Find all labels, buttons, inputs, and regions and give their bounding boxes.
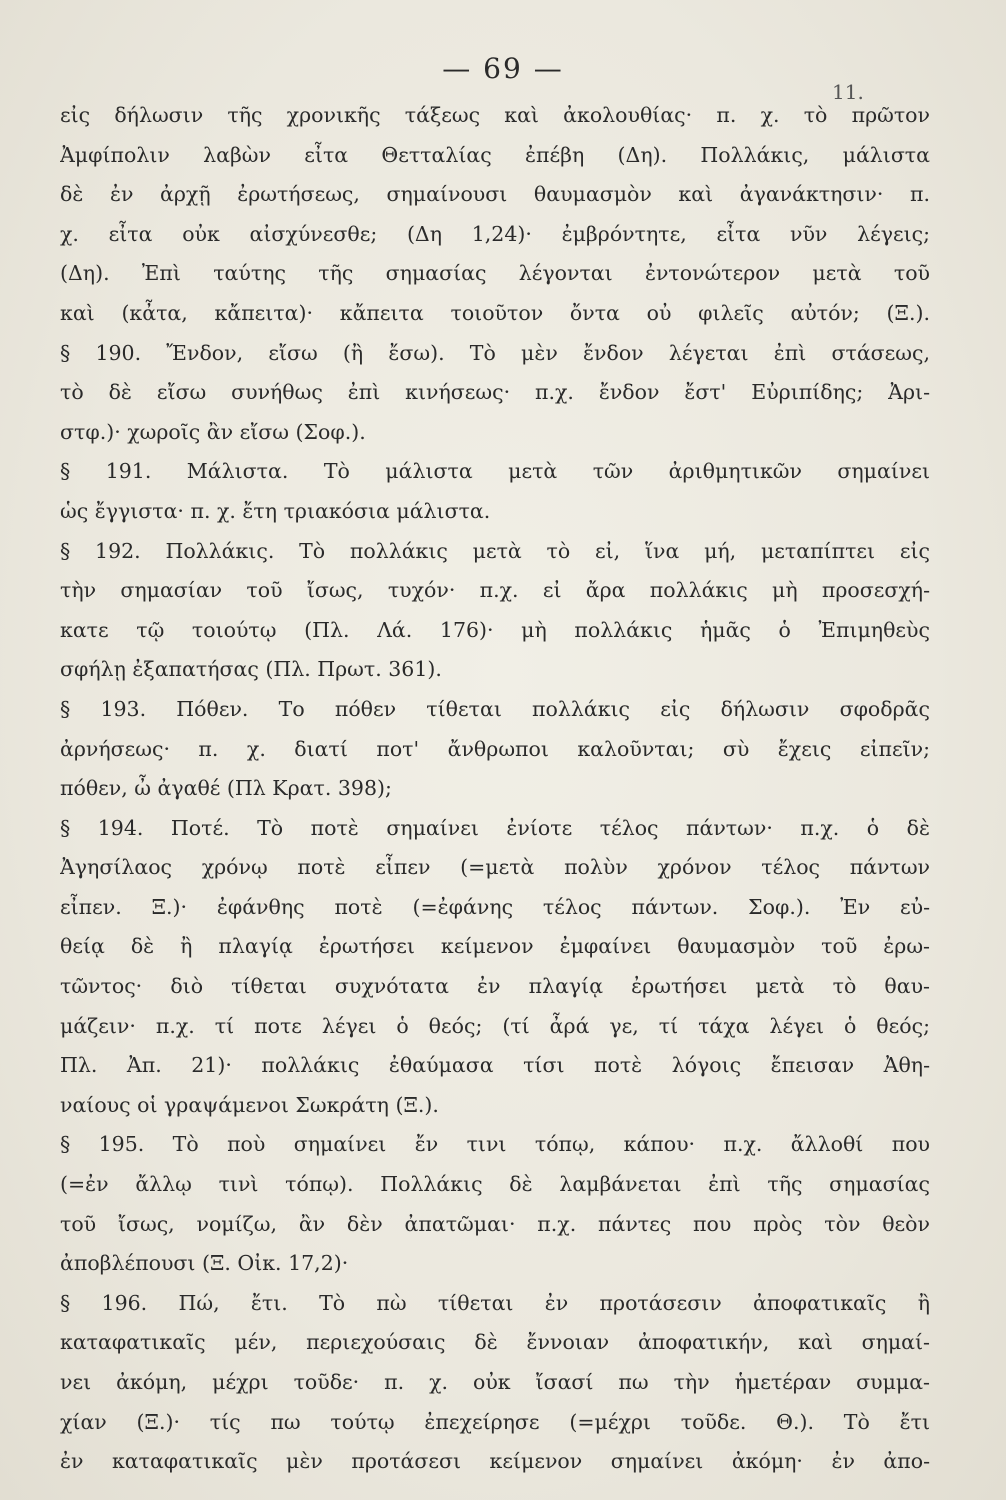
text-line: σφήλῃ ἐξαπατήσας (Πλ. Πρωτ. 361). [60, 657, 442, 682]
text-line: στφ.)· χωροῖς ἂν εἴσω (Σοφ.). [60, 419, 366, 444]
text-line: Ἀγησίλαος χρόνῳ ποτὲ εἶπεν (=μετὰ πολὺν χρόνον τέλος πάντων [60, 855, 930, 880]
text-line: § 191. Μάλιστα. Τὸ μάλιστα μετὰ τῶν ἀριθμητικῶν σημαίνει [60, 459, 930, 484]
page-number: — 69 — [442, 52, 564, 85]
text-line: τοῦ ἴσως, νομίζω, ἂν δὲν ἀπατῶμαι· π.χ. πάντες που πρὸς τὸν θεὸν [60, 1211, 930, 1236]
text-line: ναίους οἱ γραψάμενοι Σωκράτη (Ξ.). [60, 1092, 439, 1117]
text-line: Ἀμφίπολιν λαβὼν εἶτα Θετταλίας ἐπέβη (Δη). Πολλάκις, μάλιστα [60, 142, 930, 167]
text-line: § 195. Τὸ ποὺ σημαίνει ἔν τινι τόπῳ, κάπου· π.χ. ἄλλοθί που [60, 1132, 930, 1157]
text-line: § 193. Πόθεν. Το πόθεν τίθεται πολλάκις εἰς δήλωσιν σφοδρᾶς [60, 696, 930, 721]
margin-mark: 11. [832, 80, 864, 104]
text-line: τῶντος· διὸ τίθεται συχνότατα ἐν πλαγίᾳ ἐρωτήσει μετὰ τὸ θαυ- [60, 974, 930, 999]
text-line: μάζειν· π.χ. τί ποτε λέγει ὁ θεός; (τί ἆρά γε, τί τάχα λέγει ὁ θεός; [60, 1013, 930, 1038]
text-line: θείᾳ δὲ ἢ πλαγίᾳ ἐρωτήσει κείμενον ἐμφαίνει θαυμασμὸν τοῦ ἐρω- [60, 934, 930, 959]
text-line: δὲ ἐν ἀρχῇ ἐρωτήσεως, σημαίνουσι θαυμασμὸν καὶ ἀγανάκτησιν· π. [60, 182, 930, 207]
text-line: § 196. Πώ, ἔτι. Τὸ πὼ τίθεται ἐν προτάσεσιν ἀποφατικαῖς ἢ [60, 1290, 930, 1315]
body-text [60, 96, 930, 1482]
text-line: νει ἀκόμη, μέχρι τοῦδε· π. χ. οὐκ ἴσασί πω τὴν ἡμετέραν συμμα- [60, 1370, 930, 1394]
text-line: καὶ (κἆτα, κἄπειτα)· κἄπειτα τοιοῦτον ὄντα οὐ φιλεῖς αὐτόν; (Ξ.). [60, 300, 930, 325]
text-line: εἶπεν. Ξ.)· ἐφάνθης ποτὲ (=ἐφάνης τέλος πάντων. Σοφ.). Ἐν εὐ- [60, 894, 930, 919]
text-line: κατε τῷ τοιούτῳ (Πλ. Λά. 176)· μὴ πολλάκις ἡμᾶς ὁ Ἐπιμηθεὺς [60, 617, 930, 642]
text-line: ἀποβλέπουσι (Ξ. Οἰκ. 17,2)· [60, 1251, 349, 1276]
text-line: § 194. Ποτέ. Τὸ ποτὲ σημαίνει ἐνίοτε τέλος πάντων· π.χ. ὁ δὲ [60, 815, 930, 840]
text-line: τὸ δὲ εἴσω συνήθως ἐπὶ κινήσεως· π.χ. ἔνδον ἔστ' Εὐριπίδης; Ἀρι- [60, 380, 930, 405]
text-line: χ. εἶτα οὐκ αἰσχύνεσθε; (Δη 1,24)· ἐμβρόντητε, εἶτα νῦν λέγεις; [60, 221, 930, 246]
text-line: εἰς δήλωσιν τῆς χρονικῆς τάξεως καὶ ἀκολουθίας· π. χ. τὸ πρῶτον [60, 103, 930, 127]
text-line: Πλ. Ἀπ. 21)· πολλάκις ἐθαύμασα τίσι ποτὲ λόγοις ἔπεισαν Ἀθη- [60, 1053, 930, 1078]
text-line: χίαν (Ξ.)· τίς πω τούτῳ ἐπεχείρησε (=μέχρι τοῦδε. Θ.). Τὸ ἔτι [60, 1409, 930, 1434]
text-line: τὴν σημασίαν τοῦ ἴσως, τυχόν· π.χ. εἰ ἄρα πολλάκις μὴ προσεσχή- [60, 578, 930, 603]
text-line: § 192. Πολλάκις. Τὸ πολλάκις μετὰ τὸ εἰ, ἵνα μή, μεταπίπτει εἰς [60, 538, 930, 563]
text-line: ὡς ἔγγιστα· π. χ. ἔτη τριακόσια μάλιστα. [60, 498, 491, 523]
text-line: (=ἐν ἄλλῳ τινὶ τόπῳ). Πολλάκις δὲ λαμβάνεται ἐπὶ τῆς σημασίας [60, 1172, 930, 1197]
text-line: ἀρνήσεως· π. χ. διατί ποτ' ἄνθρωποι καλοῦνται; σὺ ἔχεις εἰπεῖν; [60, 736, 930, 761]
text-line: ἐν καταφατικαῖς μὲν προτάσεσι κείμενον σημαίνει ἀκόμη· ἐν ἀπο- [60, 1449, 930, 1474]
text-line: § 190. Ἔνδον, εἴσω (ἢ ἔσω). Τὸ μὲν ἔνδον λέγεται ἐπὶ στάσεως, [60, 340, 930, 365]
text-line: πόθεν, ὦ ἀγαθέ (Πλ Κρατ. 398); [60, 776, 392, 801]
text-line: (Δη). Ἐπὶ ταύτης τῆς σημασίας λέγονται ἐντονώτερον μετὰ τοῦ [60, 261, 930, 286]
text-line: καταφατικαῖς μέν, περιεχούσαις δὲ ἔννοιαν ἀποφατικήν, καὶ σημαί- [60, 1330, 930, 1355]
